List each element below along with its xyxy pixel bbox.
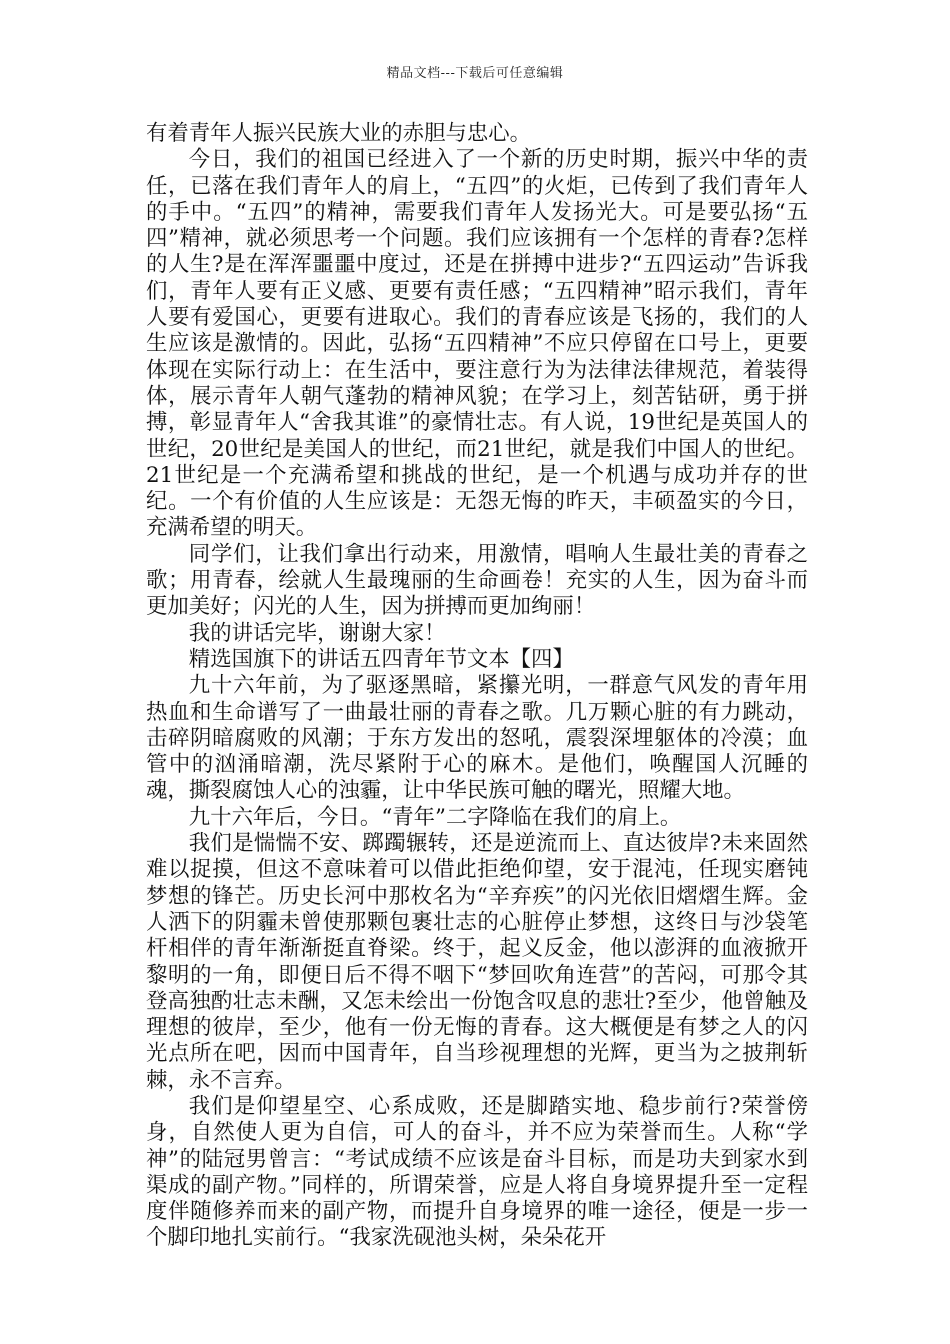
paragraph: 有着青年人振兴民族大业的赤胆与忠心。 <box>146 121 532 146</box>
paragraph: 今日，我们的祖国已经进入了一个新的历史时期，振兴中华的责任，已落在我们青年人的肩上，“五四”的火炬，已传到了我们青年人的手中。“五四”的精神，需要我们青年人发扬光大。可是要弘扬“五四”精神，就必须思考一个问题。我们应该拥有一个怎样的青春?怎样的人生?是在浑浑噩噩中度过，还是在拼搏中进步?“五四运动”告诉我们，青年人要有正义感、更要有责任感；“五四精神”昭示我们，青年人要有爱国心，更要有进取心。我们的青春应该是飞扬的，我们的人生应该是激情的。因此，弘扬“五四精神”不应只停留在口号上，更要体现在实际行动上：在生活中，要注意行为为法律法律规范，着装得体，展示青年人朝气蓬勃的精神风貌；在学习上，刻苦钻研，勇于拼搏，彰显青年人“舍我其谁”的豪情壮志。有人说，19世纪是英国人的世纪，20世纪是美国人的世纪，而21世纪，就是我们中国人的世纪。21世纪是一个充满希望和挑战的世纪，是一个机遇与成功并存的世纪。一个有价值的人生应该是：无怨无悔的昨天，丰硕盈实的今日，充满希望的明天。 <box>146 147 808 541</box>
paragraph: 我的讲话完毕，谢谢大家！ <box>188 620 446 646</box>
paragraph: 九十六年前，为了驱逐黑暗，紧攥光明，一群意气风发的青年用热血和生命谱写了一曲最壮丽的青春之歌。几万颗心脏的有力跳动，击碎阴暗腐败的风潮；于东方发出的怒吼，震裂深埋躯体的冷漠；血管中的汹涌暗潮，洗尽紧附于心的麻木。是他们，唤醒国人沉睡的魂，撕裂腐蚀人心的浊霾，让中华民族可触的曙光，照耀大地。 <box>146 673 808 804</box>
paragraph: 九十六年后，今日。“青年”二字降临在我们的肩上。 <box>188 804 682 830</box>
paragraph: 同学们，让我们拿出行动来，用激情，唱响人生最壮美的青春之歌；用青春，绘就人生最瑰丽的生命画卷！充实的人生，因为奋斗而更加美好；闪光的人生，因为拼搏而更加绚丽！ <box>146 541 808 620</box>
paragraph: 精选国旗下的讲话五四青年节文本【四】 <box>188 646 574 672</box>
paragraph: 我们是仰望星空、心系成败，还是脚踏实地、稳步前行?荣誉傍身，自然使人更为自信，可人的奋斗，并不应为荣誉而生。人称“学神”的陆冠男曾言：“考试成绩不应该是奋斗目标，而是功夫到家水到渠成的副产物。”同样的，所谓荣誉，应是人将自身境界提升至一定程度伴随修养而来的副产物，而提升自身境界的唯一途径，便是一步一个脚印地扎实前行。“我家洗砚池头树，朵朵花开 <box>146 1093 808 1251</box>
page-header: 精品文档---下载后可任意编辑 <box>386 66 564 81</box>
paragraph: 我们是惴惴不安、踯躅辗转，还是逆流而上、直达彼岸?未来固然难以捉摸，但这不意味着可以借此拒绝仰望，安于混沌，任现实磨钝梦想的锋芒。历史长河中那枚名为“辛弃疾”的闪光依旧熠熠生辉。金人洒下的阴霾未曾使那颗包裹壮志的心脏停止梦想，这终日与沙袋笔杆相伴的青年渐渐挺直脊梁。终于，起义反金，他以澎湃的血液掀开黎明的一角，即便日后不得不咽下“梦回吹角连营”的苦闷，可那令其登高独酌壮志未酬，又怎未绘出一份饱含叹息的悲壮?至少，他曾触及理想的彼岸，至少，他有一份无悔的青春。这大概便是有梦之人的闪光点所在吧，因而中国青年，自当珍视理想的光辉，更当为之披荆斩棘，永不言弃。 <box>146 831 808 1093</box>
document-body <box>146 121 808 1252</box>
